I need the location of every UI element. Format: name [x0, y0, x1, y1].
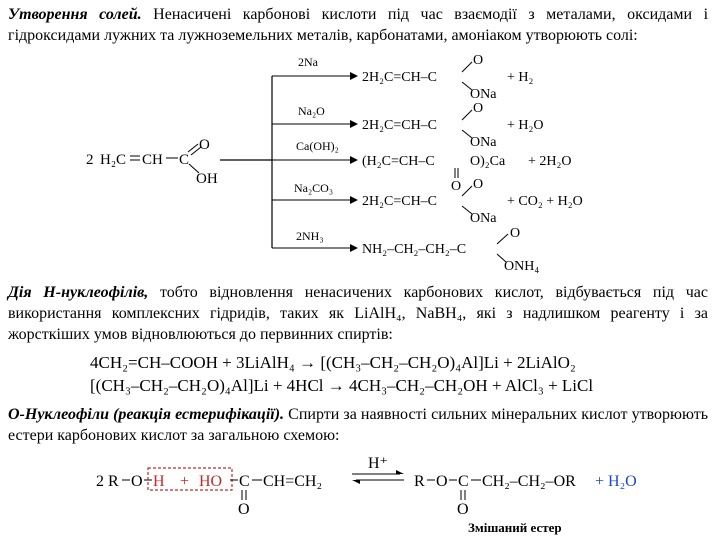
product-top-o: O [510, 226, 521, 241]
ester-caption: Змішаний естер [468, 520, 562, 535]
product-tail: O)₂Ca [470, 154, 506, 169]
esterification-heading: O-Нуклеофіли (реакція естерифікації). [8, 406, 285, 423]
intro-heading: Утворення солей. [8, 6, 142, 23]
side-product: + H₂O [507, 118, 544, 133]
product-bottom: ONa [470, 87, 497, 102]
product-main: 2H₂C=CH–C [362, 70, 438, 85]
product-top-o: O [473, 53, 484, 68]
nucleophile-text: тобто відновлення ненасичених карбонових кислот, відбувається під час використання комплексних гідридів, таких як LiAlH₄, NaBH₄, які з надлишком реагенту і за жорсткіших умов відновлюються до первинних спиртів: [8, 284, 709, 343]
ester-product-chain: CH₂–CH₂–OR [482, 473, 576, 490]
esterification-scheme [96, 455, 637, 535]
ester-alcohol-r: 2 R [96, 473, 119, 490]
product-main: (H₂C=CH–C [362, 154, 435, 169]
catalyst-label: H⁺ [368, 455, 388, 472]
product-bottom: ONH₄ [504, 259, 540, 274]
product-bottom: ONa [470, 211, 497, 226]
nucleophile-heading: Дія Н-нуклеофілів, [8, 284, 149, 301]
ester-acid-c: C [239, 473, 250, 490]
reduction-equation-1: 4CH₂=CH–COOH + 3LiAlH₄ → [(CH₃–CH₂–CH₂O)₄Al]Li + 2LiAlO₂ [90, 353, 576, 372]
product-main: 2H₂C=CH–C [362, 118, 438, 133]
reagent-label: Na₂O [298, 104, 325, 118]
ester-product-carbonyl-o: O [457, 501, 469, 518]
ester-h-highlight: H [153, 473, 165, 490]
esterification-text: Спирти за наявності сильних мінеральних кислот утворюють естери карбонових кислот за загальною схемою: [8, 406, 708, 444]
product-main: 2H₂C=CH–C [362, 194, 438, 209]
reagent-label: 2Na [298, 55, 318, 69]
ester-acid-carbonyl-o: O [238, 501, 250, 518]
ester-water: + H₂O [595, 473, 637, 490]
ester-plus-highlight: + [180, 473, 190, 490]
ester-product-o: O [436, 473, 448, 490]
reaction-row-5 [272, 226, 539, 274]
reagent-label: Ca(OH)₂ [296, 139, 339, 153]
ester-alcohol-o: O [131, 473, 143, 490]
product-top-o: O [473, 101, 484, 116]
esterification-paragraph [8, 404, 708, 446]
ester-acid-rest: CH=CH₂ [263, 473, 323, 490]
ester-ho-highlight: HO [199, 473, 223, 490]
reactant-h2c: H₂C [100, 152, 127, 168]
side-product: + 2H₂O [528, 154, 572, 169]
side-product: + H₂ [507, 70, 534, 85]
reagent-label: 2NH₃ [296, 229, 324, 243]
reaction-row-1 [272, 53, 534, 102]
reactant-oh: OH [196, 171, 218, 187]
reagent-label: Na₂CO₃ [294, 181, 334, 195]
ester-product-c: C [458, 473, 469, 490]
product-bottom: O [451, 179, 462, 194]
product-top-o: O [473, 177, 484, 192]
intro-text: Ненасичені карбонові кислоти під час взаємодії з металами, оксидами і гідроксидами лужних та лужноземельних металів, карбонатами, амоніаком утворюють солі: [8, 6, 709, 44]
nucleophile-paragraph [8, 282, 708, 345]
reaction-row-4 [272, 177, 583, 226]
side-product: + CO₂ + H₂O [507, 194, 583, 209]
reactant-carbonyl-o: O [199, 137, 210, 153]
product-main: NH₂–CH₂–CH₂–C [362, 242, 467, 257]
reactant-c: C [179, 152, 190, 168]
product-bottom: ONa [470, 135, 497, 150]
ester-product-r: R [414, 473, 425, 490]
reactant-coefficient: 2 [86, 152, 94, 168]
reduction-equation-2: [(CH₃–CH₂–CH₂O)₄Al]Li + 4HCl → 4CH₃–CH₂–CH₂OH + AlCl₃ + LiCl [90, 376, 594, 395]
reactant-ch: CH [142, 152, 163, 168]
acrylic-acid-reactant [86, 137, 218, 187]
